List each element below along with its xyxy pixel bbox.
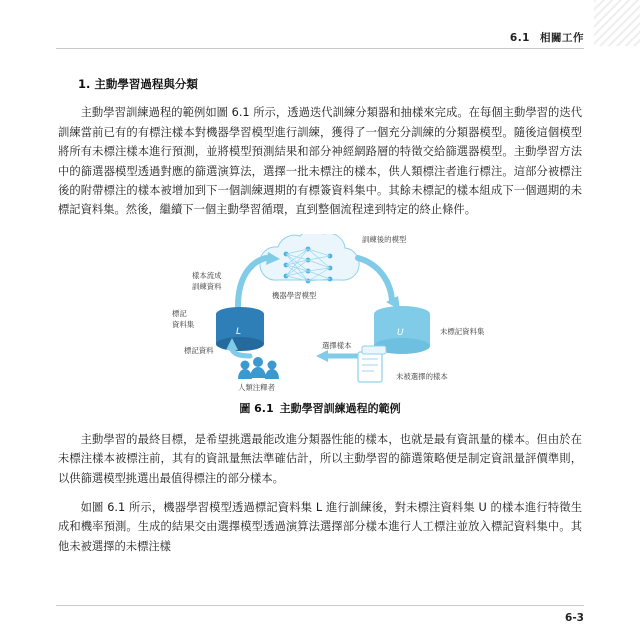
label-human-annotator: 人類注釋者 xyxy=(238,382,275,392)
running-head-section-number: 6.1 xyxy=(509,32,530,44)
label-select-samples: 選擇樣本 xyxy=(322,340,352,350)
figure-caption-text: 主動學習訓練過程的範例 xyxy=(279,401,401,415)
running-head xyxy=(510,30,584,45)
running-head-section-title: 相關工作 xyxy=(540,32,584,44)
label-ml-model: 機器學習模型 xyxy=(272,290,317,300)
footer-rule xyxy=(56,605,584,606)
labeled-dataset-letter: L xyxy=(236,326,242,337)
page-content xyxy=(56,64,584,556)
arrowhead-select xyxy=(316,350,328,362)
labeled-dataset-cylinder xyxy=(216,307,264,351)
label-training-data: 訓練資料 xyxy=(192,281,222,291)
page-number: 6-3 xyxy=(565,612,584,624)
label-sample-flow: 樣本流成 xyxy=(192,270,222,280)
unlabeled-dataset-letter: U xyxy=(397,327,404,338)
unselected-samples-icon xyxy=(358,346,386,382)
subsection-heading: 1. 主動學習過程與分類 xyxy=(78,77,198,91)
figure-active-learning-cycle xyxy=(110,234,530,392)
label-labeled-2: 資料集 xyxy=(172,319,195,329)
paragraph-1: 主動學習訓練過程的範例如圖 6.1 所示，透過迭代訓練分類器和抽樣來完成。在每個主動學習的迭代訓練當前已有的有標注樣本對機器學習模型進行訓練，獲得了一個充分訓練的分類器模型。隨後這個模型將所有未標注樣本進行預測，並將模型預測結果和部分神經網路層的特徵交給篩選器模型。主動學習方法中的篩選器模型透過對應的篩選演算法，選擇一批未標注的樣本，供人類標注者進行標注。這部分被標注後的附帶標注的樣本被增加到下一個訓練週期的有標簽資料集中。其餘未標記的樣本組成下一個週期的未標記資料集。然後，繼續下一個主動學習循環，直到整個流程達到特定的終止條件。 xyxy=(58,106,582,217)
corner-decoration xyxy=(594,0,640,46)
label-unselected-samples: 未被選擇的樣本 xyxy=(396,371,448,381)
human-annotator-icon xyxy=(238,357,279,379)
label-labeled-1: 標記 xyxy=(172,308,187,318)
label-trained-model: 訓練後的模型 xyxy=(362,234,407,244)
arrow-trained-model xyxy=(358,258,392,300)
label-annotated-data: 標記資料 xyxy=(184,345,214,355)
figure-caption-number: 圖 6.1 xyxy=(239,401,274,415)
paragraph-2: 主動學習的最終目標，是希望挑選最能改進分類器性能的樣本，也就是最有資訊量的樣本。但由於在未標注樣本被標注前，其有的資訊量無法準確估計，所以主動學習的篩選策略便是制定資訊量評價準則，以供篩選模型挑選出最值得標注的部分樣本。 xyxy=(58,432,582,485)
header-rule xyxy=(56,48,584,49)
label-unlabeled-dataset: 未標記資料集 xyxy=(440,326,485,336)
figure-caption xyxy=(56,400,584,416)
paragraph-3: 如圖 6.1 所示，機器學習模型透過標記資料集 L 進行訓練後，對未標注資料集 U 的樣本進行特徵生成和機率預測。生成的結果交由選擇模型透過演算法選擇部分樣本進行人工標注並放入標記資料集中。其他未被選擇的未標注樣 xyxy=(58,501,582,553)
